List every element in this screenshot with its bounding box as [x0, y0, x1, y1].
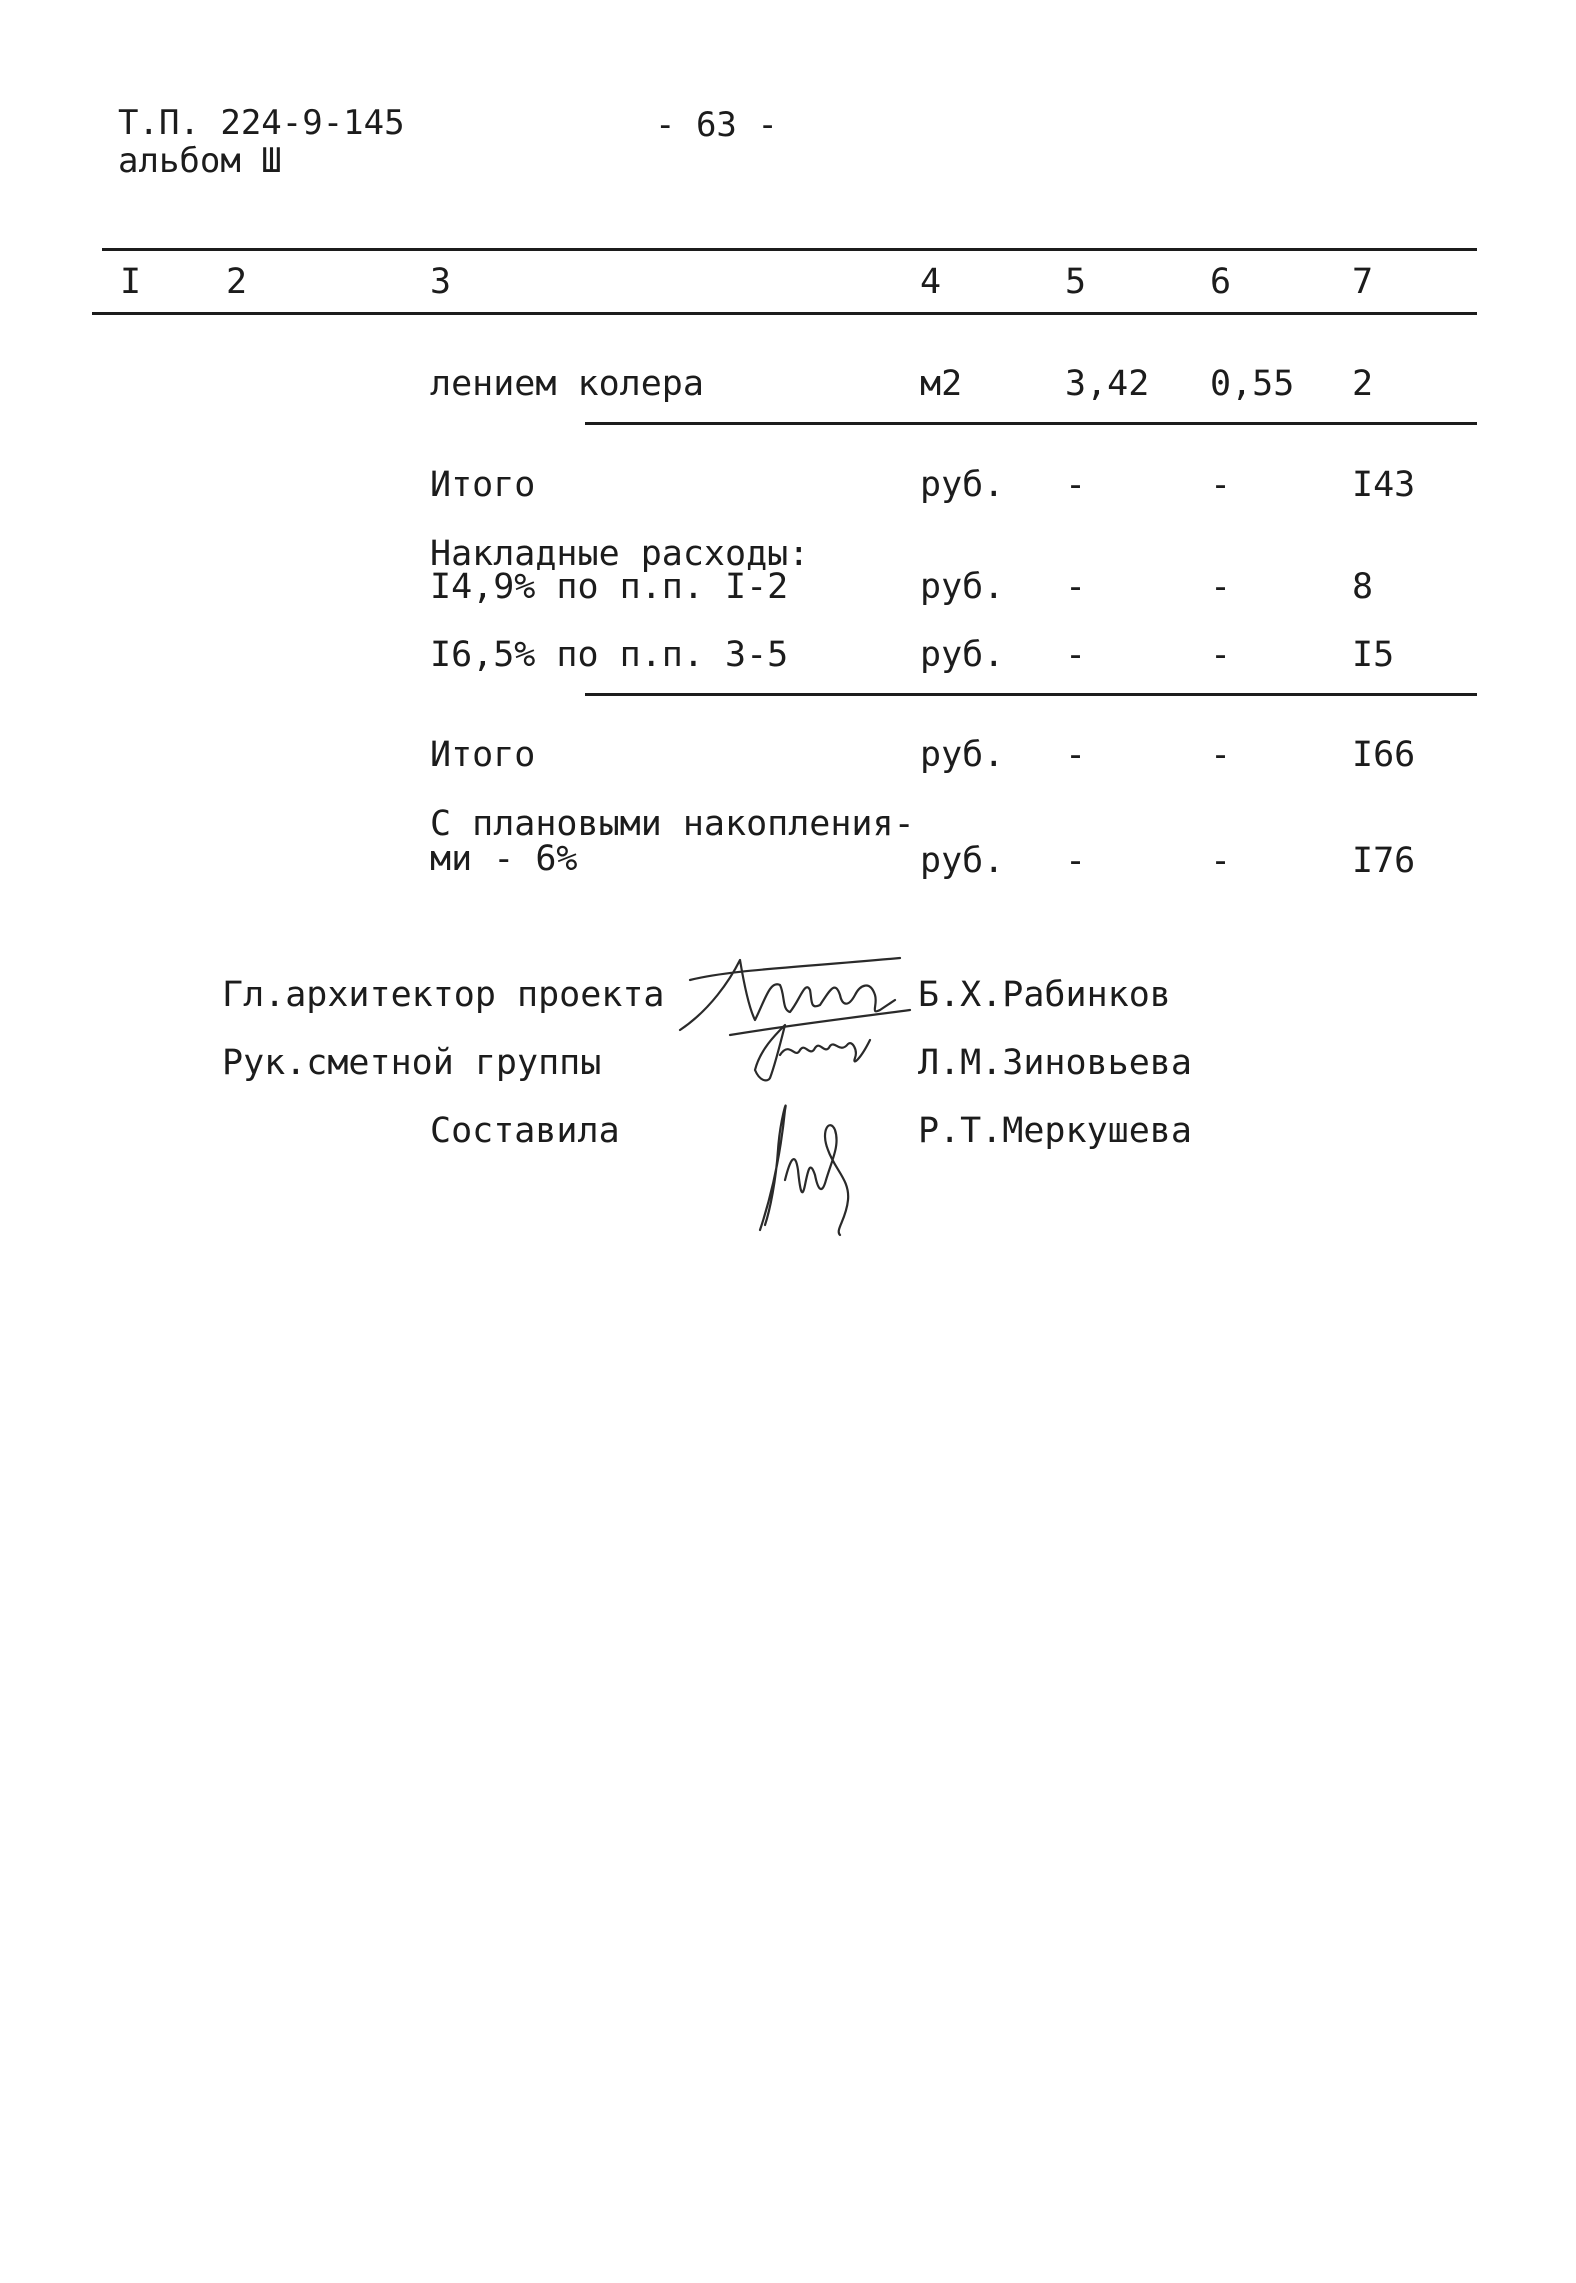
row-unit: м2	[920, 364, 963, 404]
row-col7: 2	[1352, 364, 1374, 404]
subtotal-rule-2	[585, 693, 1477, 696]
signature-name: Л.М.Зиновьева	[918, 1043, 1192, 1083]
row-col7: I5	[1352, 635, 1395, 675]
row-description: лением колера	[430, 364, 704, 404]
signature-role: Гл.архитектор проекта	[222, 975, 665, 1015]
row-description-line2: ми - 6%	[430, 839, 578, 879]
col-header-3: 3	[430, 262, 452, 302]
doc-code: Т.П. 224-9-145	[118, 103, 405, 143]
row-col6: 0,55	[1210, 364, 1295, 404]
row-col5: 3,42	[1065, 364, 1150, 404]
row-col6: -	[1210, 635, 1232, 675]
row-col6: -	[1210, 465, 1232, 505]
row-unit: руб.	[920, 635, 1005, 675]
row-col7: 8	[1352, 567, 1374, 607]
row-col5: -	[1065, 841, 1087, 881]
signature-name: Б.Х.Рабинков	[918, 975, 1171, 1015]
table-header-rule	[92, 312, 1477, 315]
row-description: Итого	[430, 735, 536, 775]
row-description: С плановыми накопления-	[430, 804, 915, 844]
handwritten-signature-3	[740, 1090, 880, 1240]
row-col6: -	[1210, 735, 1232, 775]
page-number: - 63 -	[655, 105, 778, 145]
col-header-7: 7	[1352, 262, 1374, 302]
signature-role: Рук.сметной группы	[222, 1043, 602, 1083]
row-description: Накладные расходы:	[430, 534, 810, 574]
signature-name: Р.Т.Меркушева	[918, 1111, 1192, 1151]
row-description-line2: I4,9% по п.п. I-2	[430, 567, 789, 607]
handwritten-signature-2	[740, 1010, 890, 1090]
row-col6: -	[1210, 841, 1232, 881]
col-header-1: I	[120, 262, 142, 302]
col-header-6: 6	[1210, 262, 1232, 302]
row-description: Итого	[430, 465, 536, 505]
table-top-rule	[102, 248, 1477, 251]
row-col5: -	[1065, 567, 1087, 607]
row-unit: руб.	[920, 465, 1005, 505]
row-col5: -	[1065, 465, 1087, 505]
row-col7: I76	[1352, 841, 1416, 881]
row-description: I6,5% по п.п. 3-5	[430, 635, 789, 675]
row-unit: руб.	[920, 567, 1005, 607]
col-header-2: 2	[226, 262, 248, 302]
col-header-5: 5	[1065, 262, 1087, 302]
row-col5: -	[1065, 735, 1087, 775]
album-label: альбом Ш	[118, 141, 282, 181]
col-header-4: 4	[920, 262, 942, 302]
row-col7: I43	[1352, 465, 1416, 505]
row-unit: руб.	[920, 735, 1005, 775]
row-col7: I66	[1352, 735, 1416, 775]
row-col6: -	[1210, 567, 1232, 607]
subtotal-rule-1	[585, 422, 1477, 425]
row-unit: руб.	[920, 841, 1005, 881]
row-col5: -	[1065, 635, 1087, 675]
signature-role: Составила	[430, 1111, 620, 1151]
